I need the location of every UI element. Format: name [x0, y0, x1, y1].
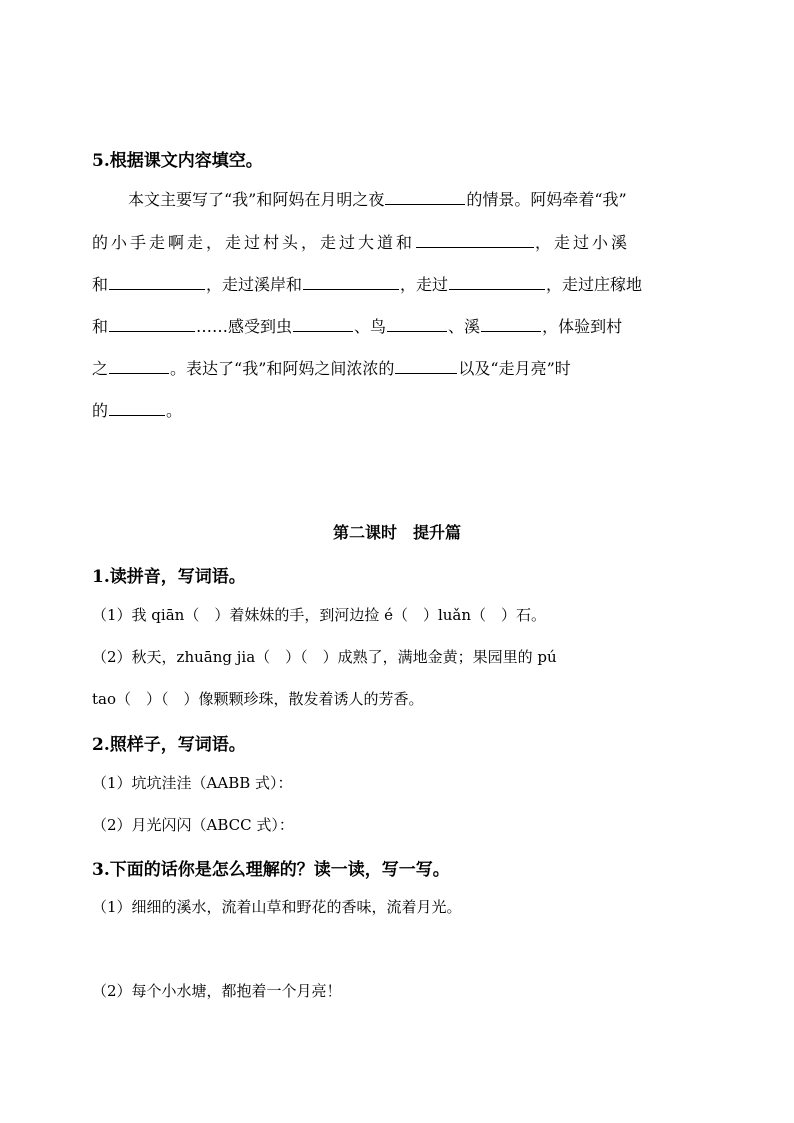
para-line-6 — [92, 398, 182, 421]
fill-blank[interactable] — [303, 288, 399, 290]
fill-blank[interactable] — [109, 414, 165, 416]
fill-blank[interactable] — [449, 288, 545, 290]
q3-item-1: （1）细细的溪水，流着山草和野花的香味，流着月光。 — [92, 898, 462, 916]
q1-item-2-line-1: （2）秋天，zhuāng jia（ ）（ ）成熟了，满地金黄；果园里的 pú — [92, 648, 557, 666]
para-text: ，走过庄稼地 — [546, 275, 643, 294]
q2-item-2: （2）月光闪闪（ABCC 式）： — [92, 816, 294, 834]
para-text: 以及“走月亮”时 — [458, 359, 571, 378]
fill-blank[interactable] — [109, 330, 195, 332]
para-text: 、鸟 — [354, 317, 387, 336]
para-line-5 — [92, 356, 571, 379]
q3-heading: 3.下面的话你是怎么理解的？读一读，写一写。 — [92, 860, 450, 880]
q1-item-1: （1）我 qiān（ ）着妹妹的手，到河边捡 é（ ）luǎn（ ）石。 — [92, 606, 547, 624]
para-text: ，走过 — [400, 275, 449, 294]
para-text: 和 — [92, 317, 109, 336]
fill-blank[interactable] — [385, 203, 465, 205]
para-text: ，走过溪岸和 — [206, 275, 303, 294]
para-text: 的小手走啊走，走过村头，走过大道和 — [92, 233, 416, 252]
para-text: ，走过小溪 — [535, 233, 631, 252]
para-text: 。表达了“我”和阿妈之间浓浓的 — [170, 359, 395, 378]
fill-blank[interactable] — [109, 372, 169, 374]
para-text: 之 — [92, 359, 109, 378]
para-text: 、溪 — [448, 317, 481, 336]
para-text: 的 — [92, 401, 109, 420]
para-line-1 — [128, 187, 627, 210]
q2-heading: 2.照样子，写词语。 — [92, 735, 246, 755]
fill-blank[interactable] — [109, 288, 205, 290]
q2-item-1: （1）坑坑洼洼（AABB 式）： — [92, 774, 293, 792]
para-line-3 — [92, 272, 642, 295]
q1-heading: 1.读拼音，写词语。 — [92, 567, 246, 587]
q3-item-2: （2）每个小水塘，都抱着一个月亮！ — [92, 982, 342, 1000]
para-text: ……感受到虫 — [196, 317, 293, 336]
section5-heading: 5.根据课文内容填空。 — [92, 151, 263, 171]
para-text: 本文主要写了“我”和阿妈在月明之夜 — [128, 190, 385, 209]
para-text: 。 — [166, 401, 183, 420]
fill-blank[interactable] — [481, 330, 541, 332]
para-text: 的情景。阿妈牵着“我” — [466, 190, 627, 209]
fill-blank[interactable] — [293, 330, 353, 332]
para-line-2 — [92, 230, 630, 253]
fill-blank[interactable] — [395, 372, 457, 374]
q1-item-2-line-2: tao（ ）（ ）像颗颗珍珠，散发着诱人的芳香。 — [92, 690, 424, 708]
para-text: 和 — [92, 275, 109, 294]
lesson-title: 第二课时 提升篇 — [332, 523, 461, 542]
para-text: ，体验到村 — [542, 317, 623, 336]
fill-blank[interactable] — [416, 246, 534, 248]
fill-blank[interactable] — [387, 330, 447, 332]
para-line-4 — [92, 314, 622, 337]
